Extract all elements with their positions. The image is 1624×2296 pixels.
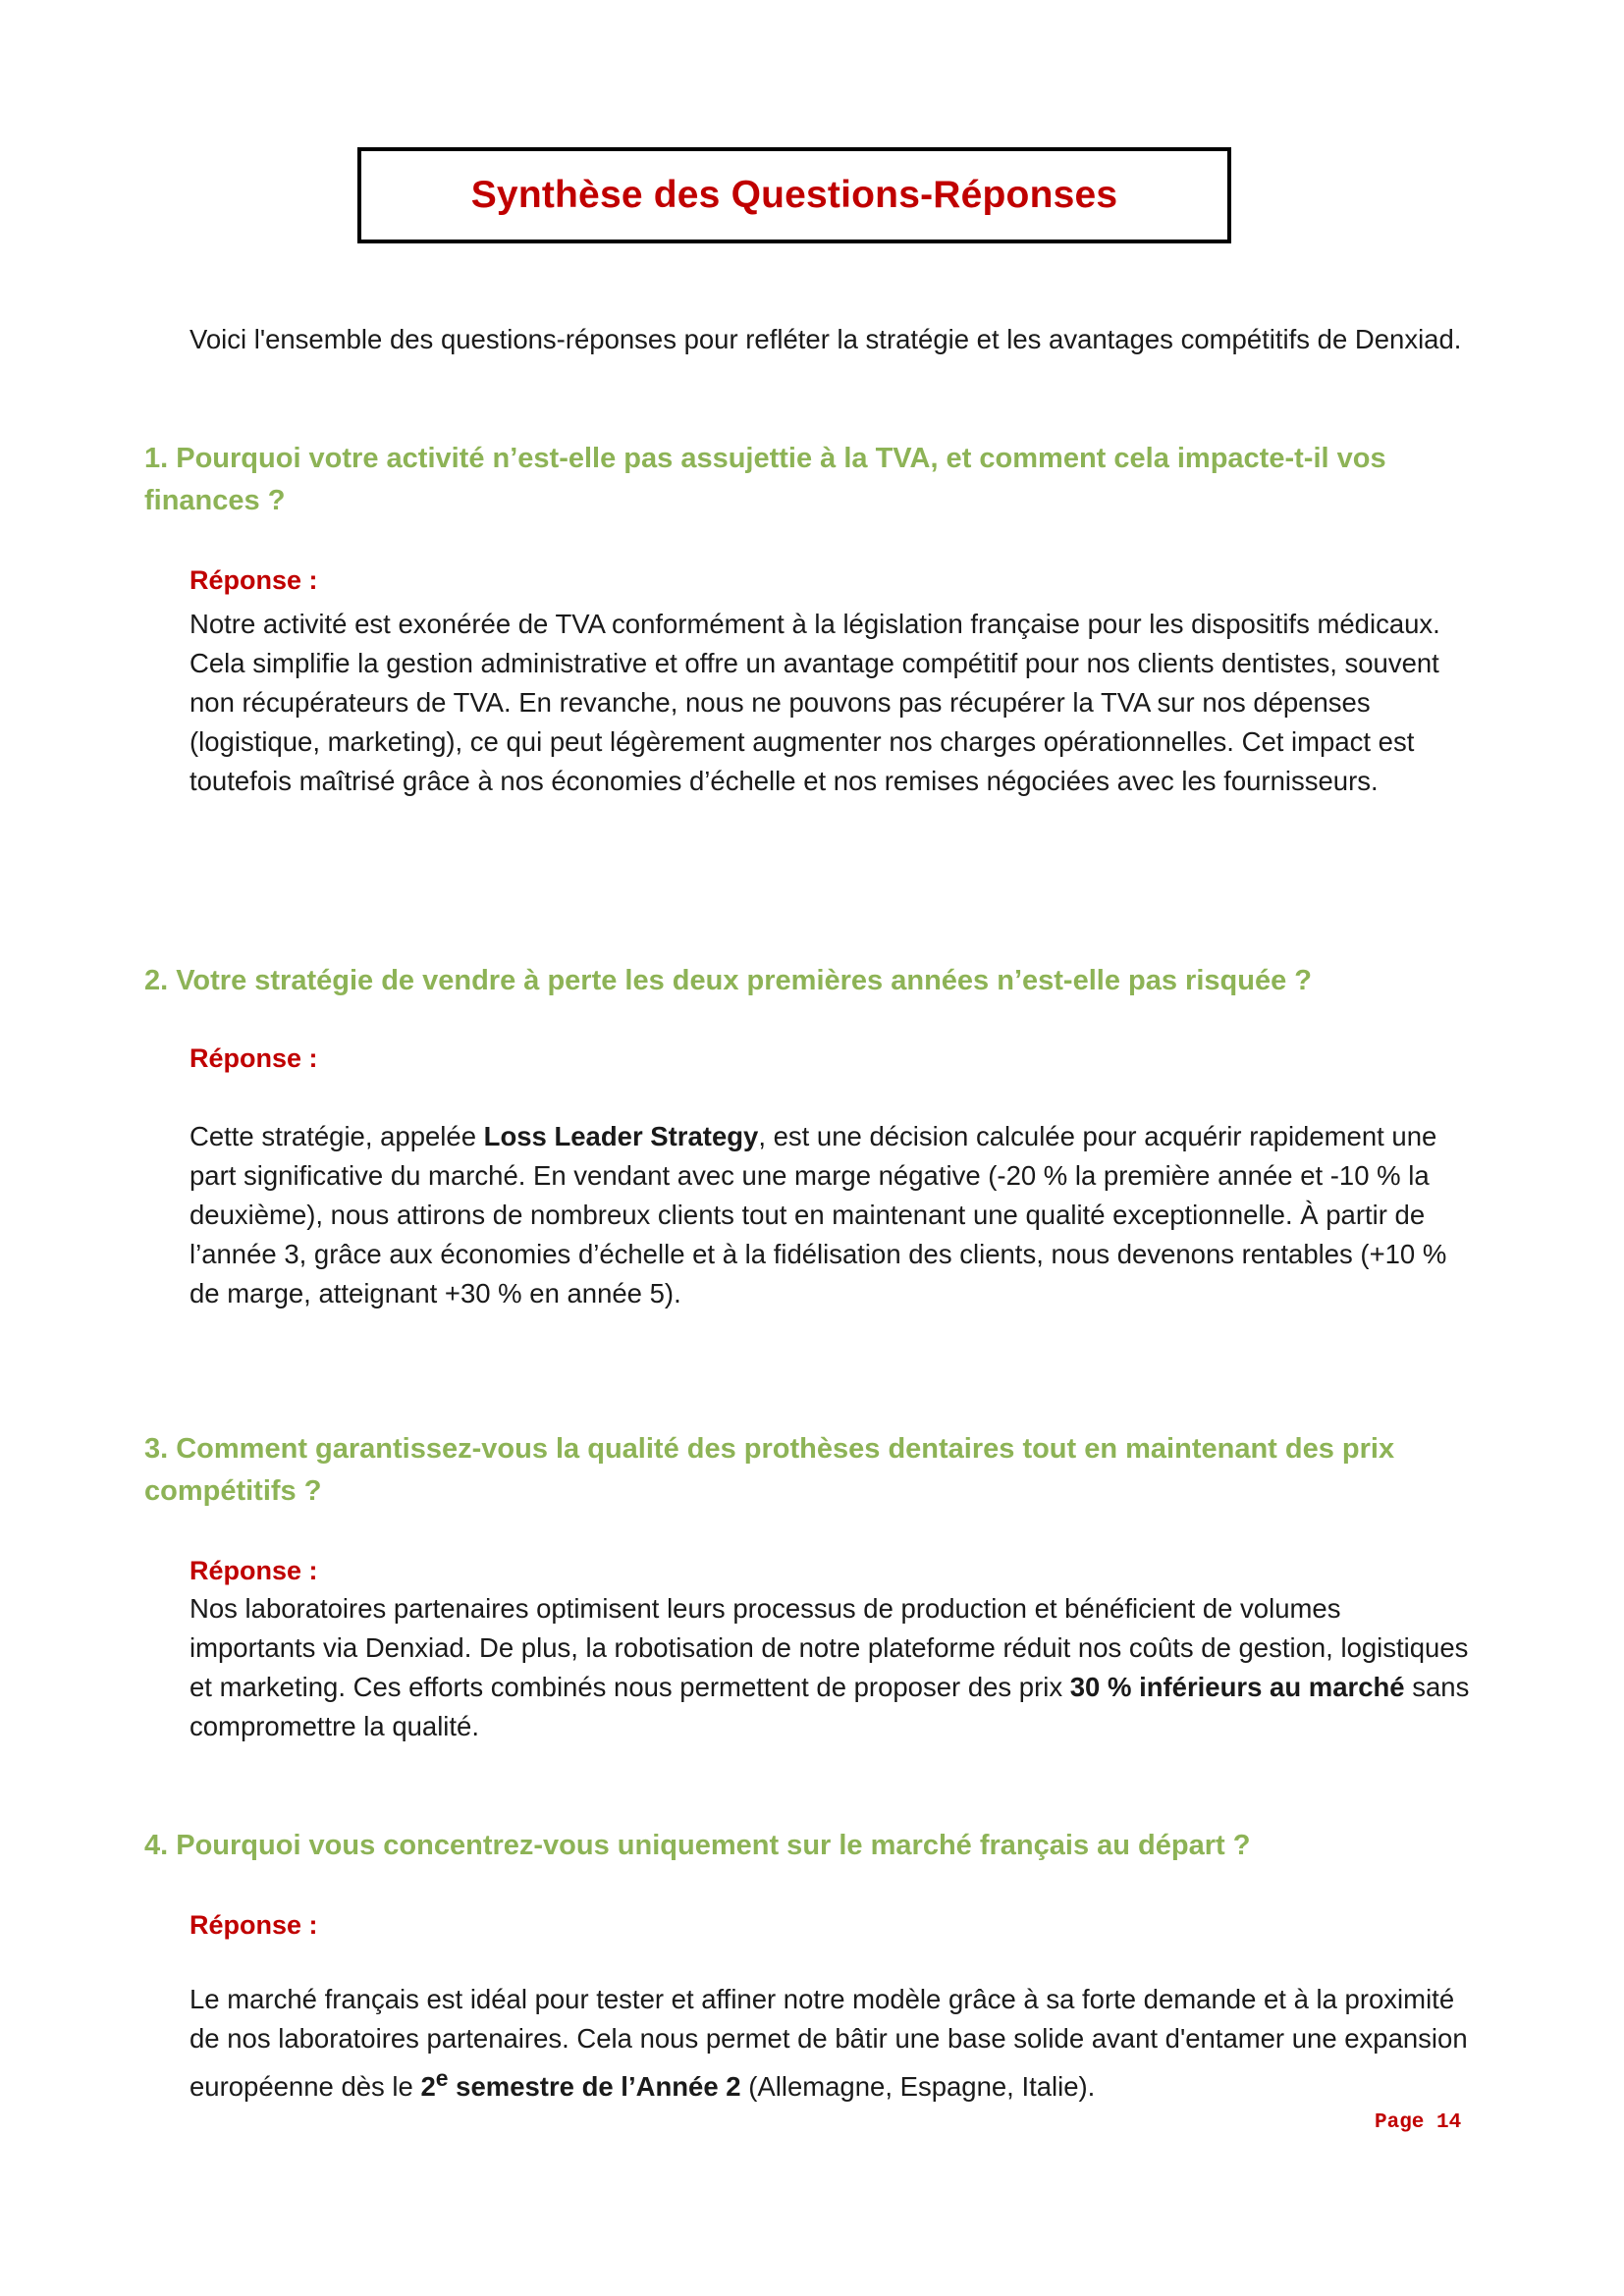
answer-4 [189,1980,1471,2107]
answer-4-emphasis [420,2065,741,2103]
answer-4-text-start: Le marché français est idéal pour tester et affiner notre modèle grâce à sa forte demande et à la proximité de nos laboratoires partenaires. Cela nous permet de bâtir une base solide avant d'entamer une expansion européenne dès le [189,1984,1468,2103]
page-number: Page 14 [1375,2111,1462,2134]
answer-2-text-end: , est une décision calculée pour acquérir rapidement une part significative du marché. En vendant avec une marge négative (-20 % la première année et -10 % la deuxième), nous attirons de nombreux clients tout en maintenant une qualité exceptionnelle. À partir de l’année 3, grâce aux économies d’échelle et à la fidélisation des clients, nous devenons rentables (+10 % de marge, atteignant +30 % en année 5). [189,1121,1447,1308]
question-4: 4. Pourquoi vous concentrez-vous uniquement sur le marché français au départ ? [144,1830,1251,1861]
answer-label-4: Réponse : [189,1910,318,1940]
title-box [357,147,1231,243]
question-2: 2. Votre stratégie de vendre à perte les deux premières années n’est-elle pas risquée ? [144,965,1312,996]
answer-3-text-end: sans compromettre la qualité. [189,1672,1470,1741]
answer-3-emphasis: 30 % inférieurs au marché [1069,1672,1405,1702]
intro-paragraph: Voici l'ensemble des questions-réponses pour refléter la stratégie et les avantages compétitifs de Denxiad. [189,324,1462,354]
answer-4-emphasis-rest: semestre de l’Année 2 [448,2071,741,2103]
answer-label-2: Réponse : [189,1043,318,1073]
answer-3-text-start: Nos laboratoires partenaires optimisent leurs processus de production et bénéficient de volumes importants via Denxiad. De plus, la robotisation de notre plateforme réduit nos coûts de gestion, logistiques et marketing. Ces efforts combinés nous permettent de proposer des prix [189,1593,1469,1702]
answer-4-emphasis-superscript: e [435,2065,449,2091]
page-title: Synthèse des Questions-Réponses [470,174,1118,216]
question-1: 1. Pourquoi votre activité n’est-elle pas assujettie à la TVA, et comment cela impacte-t-il vos finances ? [144,443,1386,516]
answer-1: Notre activité est exonérée de TVA conformément à la législation française pour les dispositifs médicaux. Cela simplifie la gestion administrative et offre un avantage compétitif pour nos clients dentistes, souvent non récupérateurs de TVA. En revanche, nous ne pouvons pas récupérer la TVA sur nos dépenses (logistique, marketing), ce qui peut légèrement augmenter nos charges opérationnelles. Cet impact est toutefois maîtrisé grâce à nos économies d’échelle et nos remises négociées avec les fournisseurs. [189,609,1440,796]
answer-label-3: Réponse : [189,1556,318,1585]
answer-4-emphasis-number: 2 [420,2071,436,2103]
answer-3 [189,1589,1471,1746]
question-3: 3. Comment garantissez-vous la qualité des prothèses dentaires tout en maintenant des prix compétitifs ? [144,1433,1395,1507]
answer-label-1: Réponse : [189,565,318,595]
answer-2 [189,1117,1471,1313]
answer-4-text-end: (Allemagne, Espagne, Italie). [740,2071,1096,2103]
answer-2-text-start: Cette stratégie, appelée [189,1121,484,1151]
answer-2-emphasis: Loss Leader Strategy [483,1121,759,1151]
